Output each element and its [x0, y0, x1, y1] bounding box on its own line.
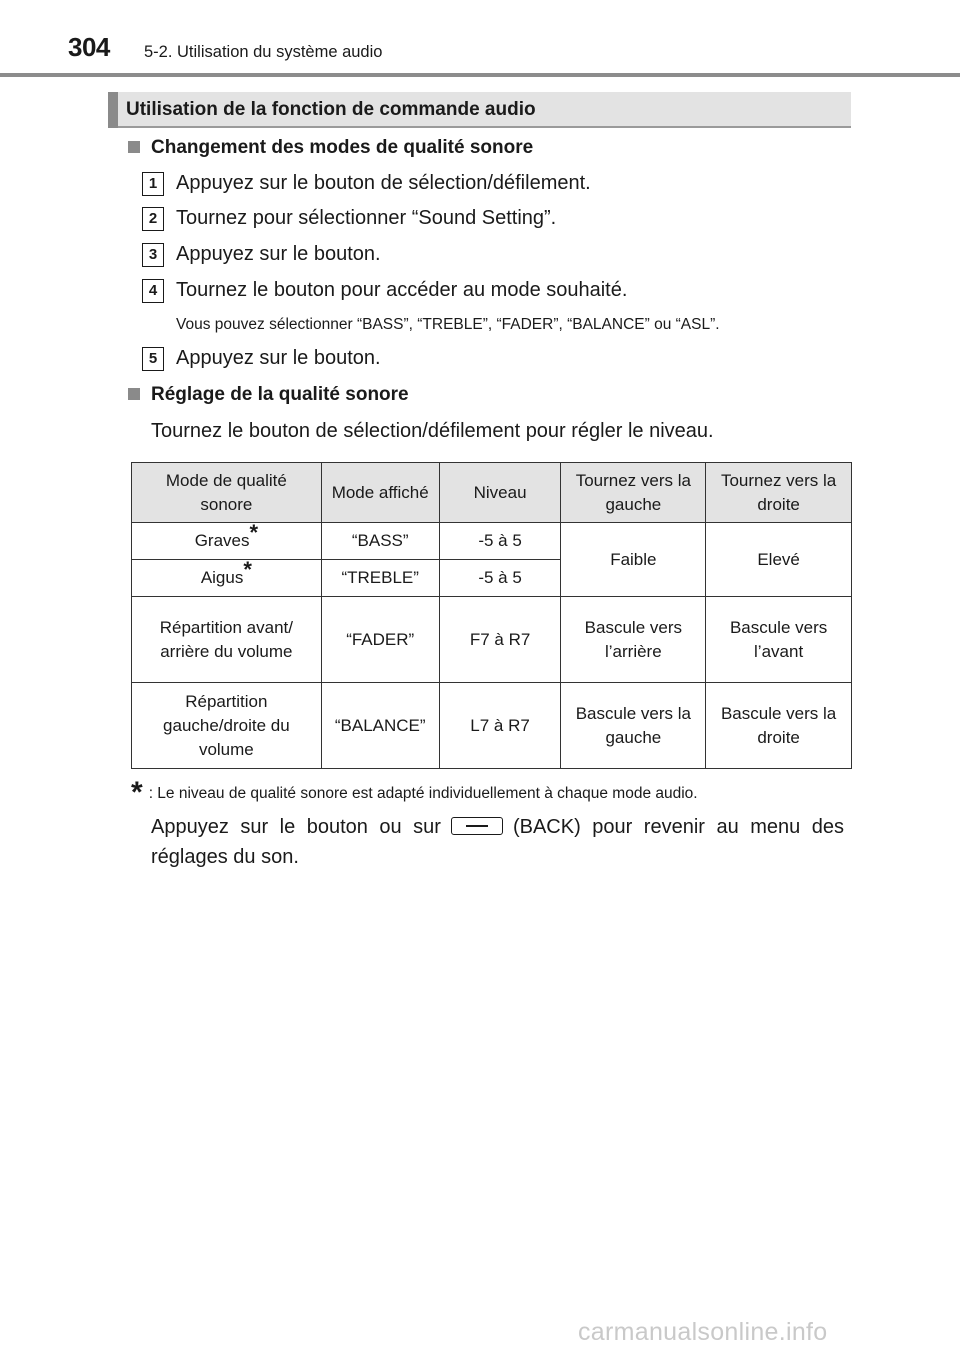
table-header-row: [132, 463, 852, 523]
table-cell: Bascule vers la gauche: [561, 683, 706, 769]
adjust-instruction: Tournez le bouton de sélection/défilement pour régler le niveau.: [151, 420, 714, 442]
table-row: [132, 597, 852, 683]
subheading-text: Réglage de la qualité sonore: [151, 384, 409, 405]
table-cell-merged: Faible: [561, 523, 706, 597]
table-cell: L7 à R7: [439, 683, 561, 769]
table-cell: “BALANCE”: [321, 683, 439, 769]
table-cell: [132, 557, 322, 597]
table-row: [132, 523, 852, 560]
table-cell: -5 à 5: [439, 523, 561, 560]
table-cell: “FADER”: [321, 597, 439, 683]
header-cell: Tournez vers la droite: [706, 463, 852, 523]
table-cell: Répartition avant/ arrière du volume: [132, 597, 322, 683]
header-cell: Mode de qualité sonore: [132, 463, 322, 523]
table-row: [132, 683, 852, 769]
table-cell: -5 à 5: [439, 560, 561, 597]
header-divider: [0, 73, 960, 77]
footnote-text: : Le niveau de qualité sonore est adapté individuellement à chaque mode audio.: [148, 785, 698, 802]
step-text: Appuyez sur le bouton.: [176, 347, 381, 369]
cell-text: Aigus: [200, 568, 244, 587]
footnote-asterisk: *: [131, 776, 143, 809]
footnote: [131, 776, 698, 810]
table-cell: Bascule vers l’avant: [706, 597, 852, 683]
chapter-title: 5-2. Utilisation du système audio: [144, 43, 383, 61]
section-banner: [108, 92, 851, 128]
header-cell: Niveau: [439, 463, 561, 523]
table-cell: Bascule vers la droite: [706, 683, 852, 769]
step-text: Tournez le bouton pour accéder au mode souhaité.: [176, 279, 628, 301]
step-number-badge: 5: [142, 347, 164, 371]
header-cell: Mode affiché: [321, 463, 439, 523]
sound-settings-table: [131, 462, 852, 769]
cell-text: Graves: [194, 531, 250, 550]
table-cell: “BASS”: [321, 523, 439, 560]
back-button-icon: [451, 817, 503, 835]
subheading-text: Changement des modes de qualité sonore: [151, 137, 534, 158]
table-cell: Répartition gauche/droite du volume: [132, 683, 322, 769]
back-text-before: Appuyez sur le bouton ou sur: [151, 816, 441, 838]
table-cell-merged: Elevé: [706, 523, 852, 597]
asterisk-marker: *: [249, 520, 259, 545]
step-number-badge: 1: [142, 172, 164, 196]
watermark: carmanualsonline.info: [578, 1318, 828, 1346]
step-text: Appuyez sur le bouton.: [176, 243, 381, 265]
table-cell: “TREBLE”: [321, 560, 439, 597]
section-banner-accent: [108, 92, 118, 128]
step-number-badge: 4: [142, 279, 164, 303]
step-note: Vous pouvez sélectionner “BASS”, “TREBLE”, “FADER”, “BALANCE” ou “ASL”.: [176, 316, 720, 333]
subheading-sound-mode-change: [128, 137, 533, 159]
asterisk-marker: *: [243, 557, 252, 582]
step-text: Appuyez sur le bouton de sélection/défilement.: [176, 172, 591, 194]
step-number-badge: 2: [142, 207, 164, 231]
table-cell: [132, 520, 322, 560]
square-bullet-icon: [128, 141, 140, 153]
step-text: Tournez pour sélectionner “Sound Setting”.: [176, 207, 557, 229]
section-title: Utilisation de la fonction de commande audio: [126, 99, 536, 120]
step-number-badge: 3: [142, 243, 164, 267]
header-cell: Tournez vers la gauche: [561, 463, 706, 523]
back-text-after: (BACK) pour revenir au menu des réglages du son.: [151, 816, 845, 868]
table-cell: F7 à R7: [439, 597, 561, 683]
back-instruction: [151, 812, 844, 872]
page-number: 304: [68, 32, 110, 62]
table-cell: Bascule vers l’arrière: [561, 597, 706, 683]
subheading-sound-quality-adjust: [128, 384, 409, 406]
square-bullet-icon: [128, 388, 140, 400]
